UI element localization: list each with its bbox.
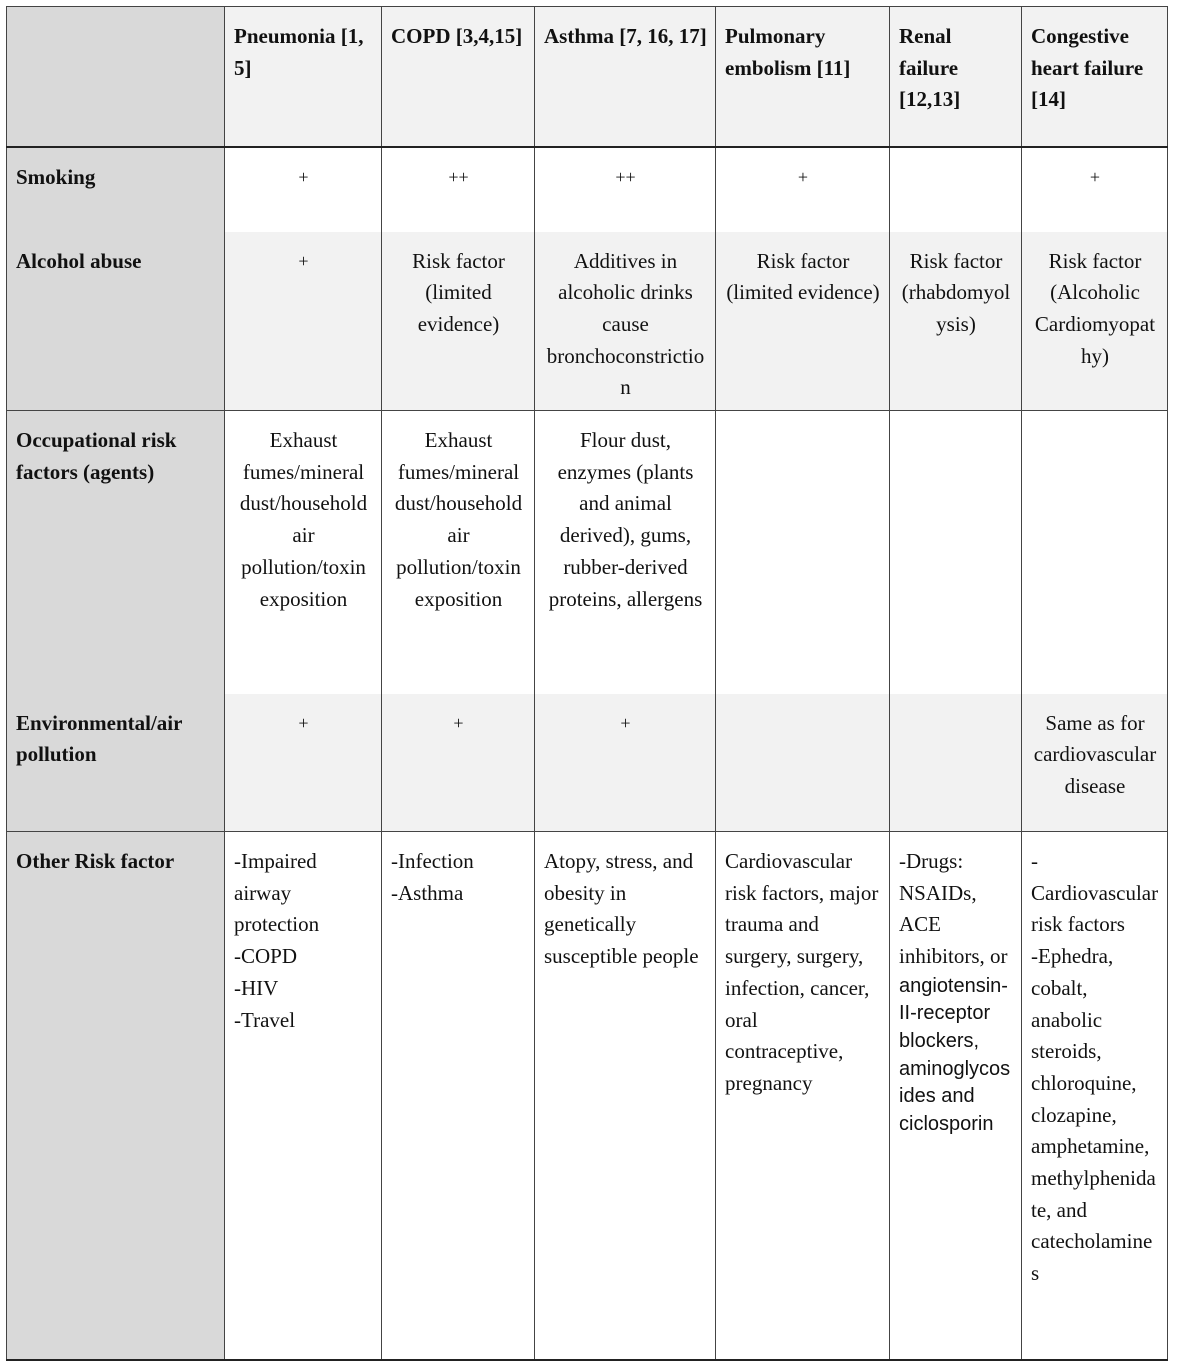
column-header-renal-failure: Renal failure [12,13] [890,7,1022,147]
list-item: -COPD [234,944,298,969]
list-item: -Ephedra, cobalt, anabolic steroids, chloroquine, clozapine, amphetamine, methylphenidate, and catecholamines [1031,944,1156,1286]
list-item: -Asthma [391,880,464,905]
cell-smoking-copd: ++ [382,147,535,232]
cell-smoking-asthma: ++ [535,147,716,232]
column-header-asthma: Asthma [7, 16, 17] [535,7,716,147]
header-corner-cell [7,7,225,147]
cell-alcohol-renal-failure: Risk factor (rhabdomyolysis) [890,232,1022,411]
row-label-smoking: Smoking [7,147,225,232]
column-header-congestive-heart-failure: Congestive heart failure [14] [1022,7,1168,147]
row-label-occupational: Occupational risk factors (agents) [7,411,225,694]
cell-alcohol-pulmonary-embolism: Risk factor (limited evidence) [716,232,890,411]
cell-other-copd [382,832,535,1360]
column-header-copd: COPD [3,4,15] [382,7,535,147]
table-row-other-risk-factor [7,832,1168,1360]
renal-drugs-text: -Drugs: NSAIDs, ACE inhibitors, or [899,849,1008,969]
risk-factor-table [6,6,1168,1361]
header-row [7,7,1168,147]
cell-smoking-pneumonia: + [225,147,382,232]
cell-occupational-renal-failure [890,411,1022,694]
row-label-alcohol-abuse: Alcohol abuse [7,232,225,411]
cell-environmental-pneumonia: + [225,694,382,832]
column-header-pulmonary-embolism: Pulmonary embolism [11] [716,7,890,147]
list-item: -Cardiovascular risk factors [1031,849,1159,937]
cell-environmental-copd: + [382,694,535,832]
cell-occupational-asthma: Flour dust, enzymes (plants and animal derived), gums, rubber-derived proteins, allergens [535,411,716,694]
cell-smoking-renal-failure [890,147,1022,232]
row-label-environmental: Environmental/air pollution [7,694,225,832]
cell-smoking-congestive-heart-failure: + [1022,147,1168,232]
list-item: -Impaired airway protection [234,849,320,937]
cell-smoking-pulmonary-embolism: + [716,147,890,232]
renal-drugs-text-continued: angiotensin-II-receptor blockers, aminoglycosides and ciclosporin [899,974,1011,1135]
cell-environmental-congestive-heart-failure: Same as for cardiovascular disease [1022,694,1168,832]
cell-environmental-renal-failure [890,694,1022,832]
list-item: -Travel [234,1007,296,1032]
cell-other-renal-failure [890,832,1022,1360]
table-row-environmental [7,694,1168,832]
cell-other-asthma: Atopy, stress, and obesity in genetically susceptible people [535,832,716,1360]
cell-other-congestive-heart-failure [1022,832,1168,1360]
cell-occupational-congestive-heart-failure [1022,411,1168,694]
list-item: -HIV [234,975,279,1000]
cell-environmental-asthma: + [535,694,716,832]
table-row-smoking [7,147,1168,232]
cell-environmental-pulmonary-embolism [716,694,890,832]
risk-factor-table-container [6,6,1167,1361]
cell-other-pulmonary-embolism: Cardiovascular risk factors, major trauma and surgery, surgery, infection, cancer, oral contraceptive, pregnancy [716,832,890,1360]
cell-occupational-pneumonia: Exhaust fumes/mineral dust/household air pollution/toxin exposition [225,411,382,694]
row-label-other-risk-factor: Other Risk factor [7,832,225,1360]
cell-alcohol-congestive-heart-failure: Risk factor (Alcoholic Cardiomyopathy) [1022,232,1168,411]
cell-alcohol-copd: Risk factor (limited evidence) [382,232,535,411]
cell-alcohol-pneumonia: + [225,232,382,411]
table-row-occupational [7,411,1168,694]
cell-alcohol-asthma: Additives in alcoholic drinks cause bronchoconstriction [535,232,716,411]
cell-occupational-pulmonary-embolism [716,411,890,694]
cell-occupational-copd: Exhaust fumes/mineral dust/household air pollution/toxin exposition [382,411,535,694]
column-header-pneumonia: Pneumonia [1, 5] [225,7,382,147]
cell-other-pneumonia [225,832,382,1360]
list-item: -Infection [391,849,474,874]
table-row-alcohol-abuse [7,232,1168,411]
